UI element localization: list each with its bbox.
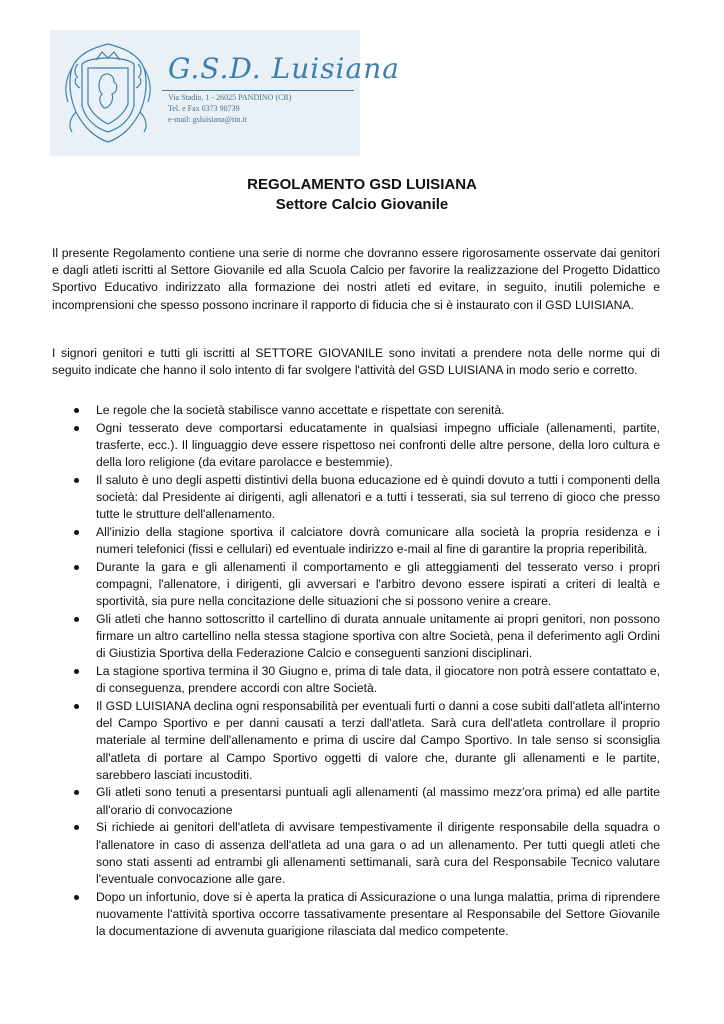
bullet-icon [74, 408, 79, 413]
club-phone: Tel. e Fax 0373 90739 [168, 104, 240, 113]
document-title: REGOLAMENTO GSD LUISIANA [247, 176, 477, 193]
rule-item: Dopo un infortunio, dove si è aperta la pratica di Assicurazione o una lunga malattia, prima di riprendere nuovamente l'attività sportiva occorre tassativamente presentare al Responsabile del Settore Giovanile la documentazione di avvenuta guarigione rilasciata dal medico competente. [40, 889, 660, 941]
rule-item: La stagione sportiva termina il 30 Giugno e, prima di tale data, il giocatore non potrà essere contattato e, di conseguenza, prendere accordi con altre Società. [40, 663, 660, 697]
bullet-icon [74, 790, 79, 795]
club-crest-icon [62, 38, 154, 146]
club-name: G.S.D. Luisiana [168, 52, 400, 85]
bullet-icon [74, 895, 79, 900]
rule-item: Il saluto è uno degli aspetti distintivi della buona educazione ed è quindi dovuto a tutti i componenti della società: dal Presidente ai dirigenti, agli allenatori e a tutti i tesserati, sia sul terreno di gioco che presso tutte le strutture dell'allenamento. [40, 472, 660, 524]
club-address: Via Stadio, 1 - 26025 PANDINO (CR) [168, 93, 292, 102]
rule-item: Le regole che la società stabilisce vanno accettate e rispettate con serenità. [40, 402, 660, 419]
rule-item: Si richiede ai genitori dell'atleta di avvisare tempestivamente il dirigente responsabile della squadra o l'allenatore in caso di assenza dell'atleta ad una gara o ad un allenamento. Per tutti quegli atleti che sono stati assenti ad entrambi gli allenamenti settimanali, sarà cura del Responsabile Tecnico valutare l'eventuale convocazione alle gare. [40, 819, 660, 888]
letterhead-divider [162, 90, 354, 91]
rules-list [40, 402, 660, 941]
rule-item: Durante la gara e gli allenamenti il comportamento e gli atteggiamenti del tesserato verso i propri compagni, l'allenatore, i dirigenti, gli avversari e l'arbitro devono essere ispirati a criteri di lealtà e sportività, sia pure nella concitazione delle situazioni che si possono venire a creare. [40, 559, 660, 611]
rule-item: Il GSD LUISIANA declina ogni responsabilità per eventuali furti o danni a cose subiti dall'atleta all'interno del Campo Sportivo e per danni causati a terzi dall'atleta. Sarà cura dell'atleta controllare il proprio materiale al termine dell'allenamento e prima di uscire dal Campo Sportivo. In tale senso si sconsiglia all'atleta di portare al Campo Sportivo oggetti di valore che, durante gli allenamenti e le partite, sarebbero lasciati incustoditi. [40, 698, 660, 784]
bullet-icon [74, 530, 79, 535]
rule-item: All'inizio della stagione sportiva il calciatore dovrà comunicare alla società la propria residenza e i numeri telefonici (fissi e cellulari) ed eventuale indirizzo e-mail al fine di garantire la propria reperibilità. [40, 524, 660, 558]
notice-paragraph: I signori genitori e tutti gli iscritti al SETTORE GIOVANILE sono invitati a prendere nota delle norme qui di seguito indicate che hanno il solo intento di far svolgere l'attività del GSD LUISIANA in modo serio e corretto. [52, 346, 660, 378]
bullet-icon [74, 478, 79, 483]
rule-item: Ogni tesserato deve comportarsi educatamente in qualsiasi impegno ufficiale (allenamenti, partite, trasferte, ecc.). Il linguaggio deve essere rispettoso nei confronti delle altre persone, della loro cultura e della loro religione (da evitare parolacce e bestemmie). [40, 420, 660, 472]
letterhead [50, 30, 400, 156]
bullet-icon [74, 825, 79, 830]
bullet-icon [74, 565, 79, 570]
rule-item: Gli atleti sono tenuti a presentarsi puntuali agli allenamenti (al massimo mezz'ora prima) ed alle partite all'orario di convocazione [40, 784, 660, 818]
bullet-icon [74, 704, 79, 709]
rule-item: Gli atleti che hanno sottoscritto il cartellino di durata annuale unitamente ai propri genitori, non possono firmare un altro cartellino nella stessa stagione sportiva con altre Società, pena il deferimento agli Ordini di Giustizia Sportiva della Federazione Calcio e conseguenti sanzioni disciplinari. [40, 611, 660, 663]
document-subtitle: Settore Calcio Giovanile [275, 196, 449, 213]
bullet-icon [74, 426, 79, 431]
intro-paragraph: Il presente Regolamento contiene una serie di norme che dovranno essere rigorosamente osservate dai genitori e dagli atleti iscritti al Settore Giovanile ed alla Scuola Calcio per favorire la realizzazione del Progetto Didattico Sportivo Educativo indirizzato alla formazione dei nostri atleti ed evitare, in seguito, inutili polemiche e incomprensioni che spesso possono incrinare il rapporto di fiducia che si è instaurato con il GSD LUISIANA. [52, 246, 660, 312]
bullet-icon [74, 669, 79, 674]
club-email: e-mail: gsluisiana@tin.it [168, 115, 247, 124]
bullet-icon [74, 617, 79, 622]
